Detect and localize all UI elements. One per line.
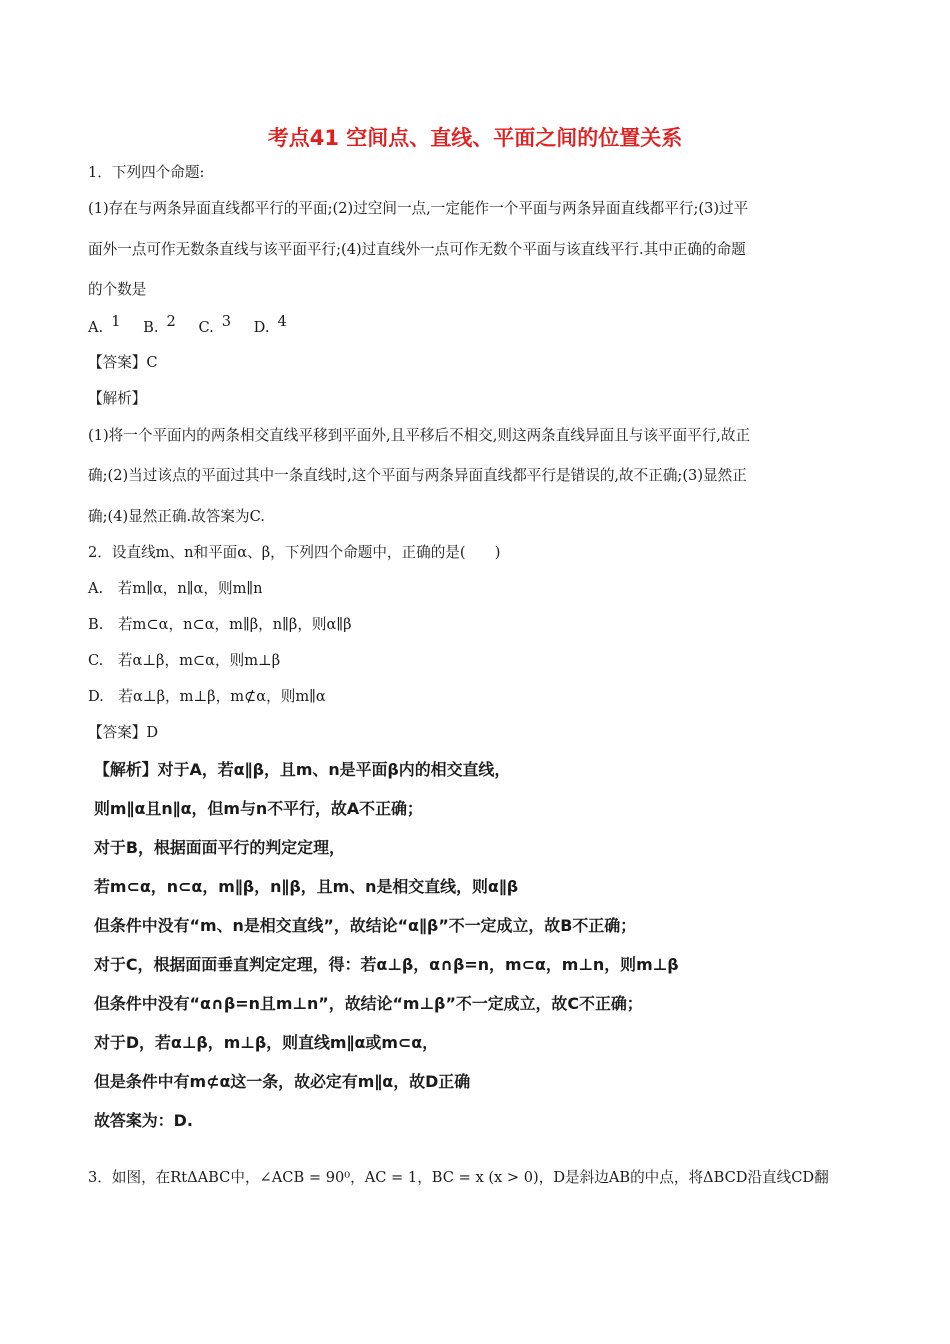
q2-stem: 2．设直线m、n和平面α、β，下列四个命题中，正确的是( ) <box>88 544 501 561</box>
q1-stem: 1．下列四个命题: <box>88 164 205 181</box>
q1-body-line: 面外一点可作无数条直线与该平面平行;(4)过直线外一点可作无数个平面与该直线平行.其中正确的命题 <box>88 241 746 258</box>
q1-options <box>88 313 878 338</box>
q1-answer: 【答案】C <box>88 354 158 371</box>
q2-analysis-line: 对于C，根据面面垂直判定定理，得：若α⊥β，α∩β=n，m⊂α，m⊥n，则m⊥β <box>94 955 679 974</box>
q2-analysis-line: 【解析】对于A，若α∥β，且m、n是平面β内的相交直线， <box>94 760 511 779</box>
q2-option-a: A. 若m∥α，n∥α，则m∥n <box>88 580 263 597</box>
q1-body-line: (1)存在与两条异面直线都平行的平面;(2)过空间一点,一定能作一个平面与两条异面直线都平行;(3)过平 <box>88 200 749 217</box>
q2-analysis-line: 对于B，根据面面平行的判定定理， <box>94 838 345 857</box>
q1-analysis-line: 确;(4)显然正确.故答案为C. <box>88 508 265 525</box>
q2-analysis-line: 若m⊂α，n⊂α，m∥β，n∥β，且m、n是相交直线，则α∥β <box>94 877 519 896</box>
q1-option-c: C. 3 <box>198 313 232 336</box>
q1-analysis-label: 【解析】 <box>88 390 147 407</box>
q1-option-b: B. 2 <box>143 313 176 336</box>
page-title: 考点41 空间点、直线、平面之间的位置关系 <box>267 126 683 150</box>
q2-answer: 【答案】D <box>88 724 159 741</box>
q2-analysis-line: 但条件中没有“α∩β=n且m⊥n”，故结论“m⊥β”不一定成立，故C不正确； <box>94 994 643 1013</box>
q2-analysis-line: 但是条件中有m⊄α这一条，故必定有m∥α，故D正确 <box>94 1072 471 1091</box>
q2-option-d: D. 若α⊥β，m⊥β，m⊄α，则m∥α <box>88 688 326 705</box>
q2-option-c: C. 若α⊥β，m⊂α，则m⊥β <box>88 652 281 669</box>
q2-analysis-line: 则m∥α且n∥α，但m与n不平行，故A不正确； <box>94 799 423 818</box>
q3-stem: 3．如图，在RtΔABC中，∠ACB = 90⁰，AC = 1，BC = x (x > 0)，D是斜边AB的中点，将ΔBCD沿直线CD翻 <box>88 1169 829 1186</box>
q1-option-a: A. 1 <box>88 313 121 336</box>
q2-analysis-line: 故答案为：D. <box>94 1111 193 1130</box>
q2-analysis-line: 但条件中没有“m、n是相交直线”，故结论“α∥β”不一定成立，故B不正确； <box>94 916 637 935</box>
q1-option-d: D. 4 <box>253 313 287 336</box>
q2-option-b: B. 若m⊂α，n⊂α，m∥β，n∥β，则α∥β <box>88 616 352 633</box>
q1-analysis-line: 确;(2)当过该点的平面过其中一条直线时,这个平面与两条异面直线都平行是错误的,故不正确;(3)显然正 <box>88 467 747 484</box>
q1-body-line: 的个数是 <box>88 281 147 298</box>
q2-analysis-line: 对于D，若α⊥β，m⊥β，则直线m∥α或m⊂α， <box>94 1033 439 1052</box>
q1-analysis-line: (1)将一个平面内的两条相交直线平移到平面外,且平移后不相交,则这两条直线异面且与该平面平行,故正 <box>88 427 751 444</box>
